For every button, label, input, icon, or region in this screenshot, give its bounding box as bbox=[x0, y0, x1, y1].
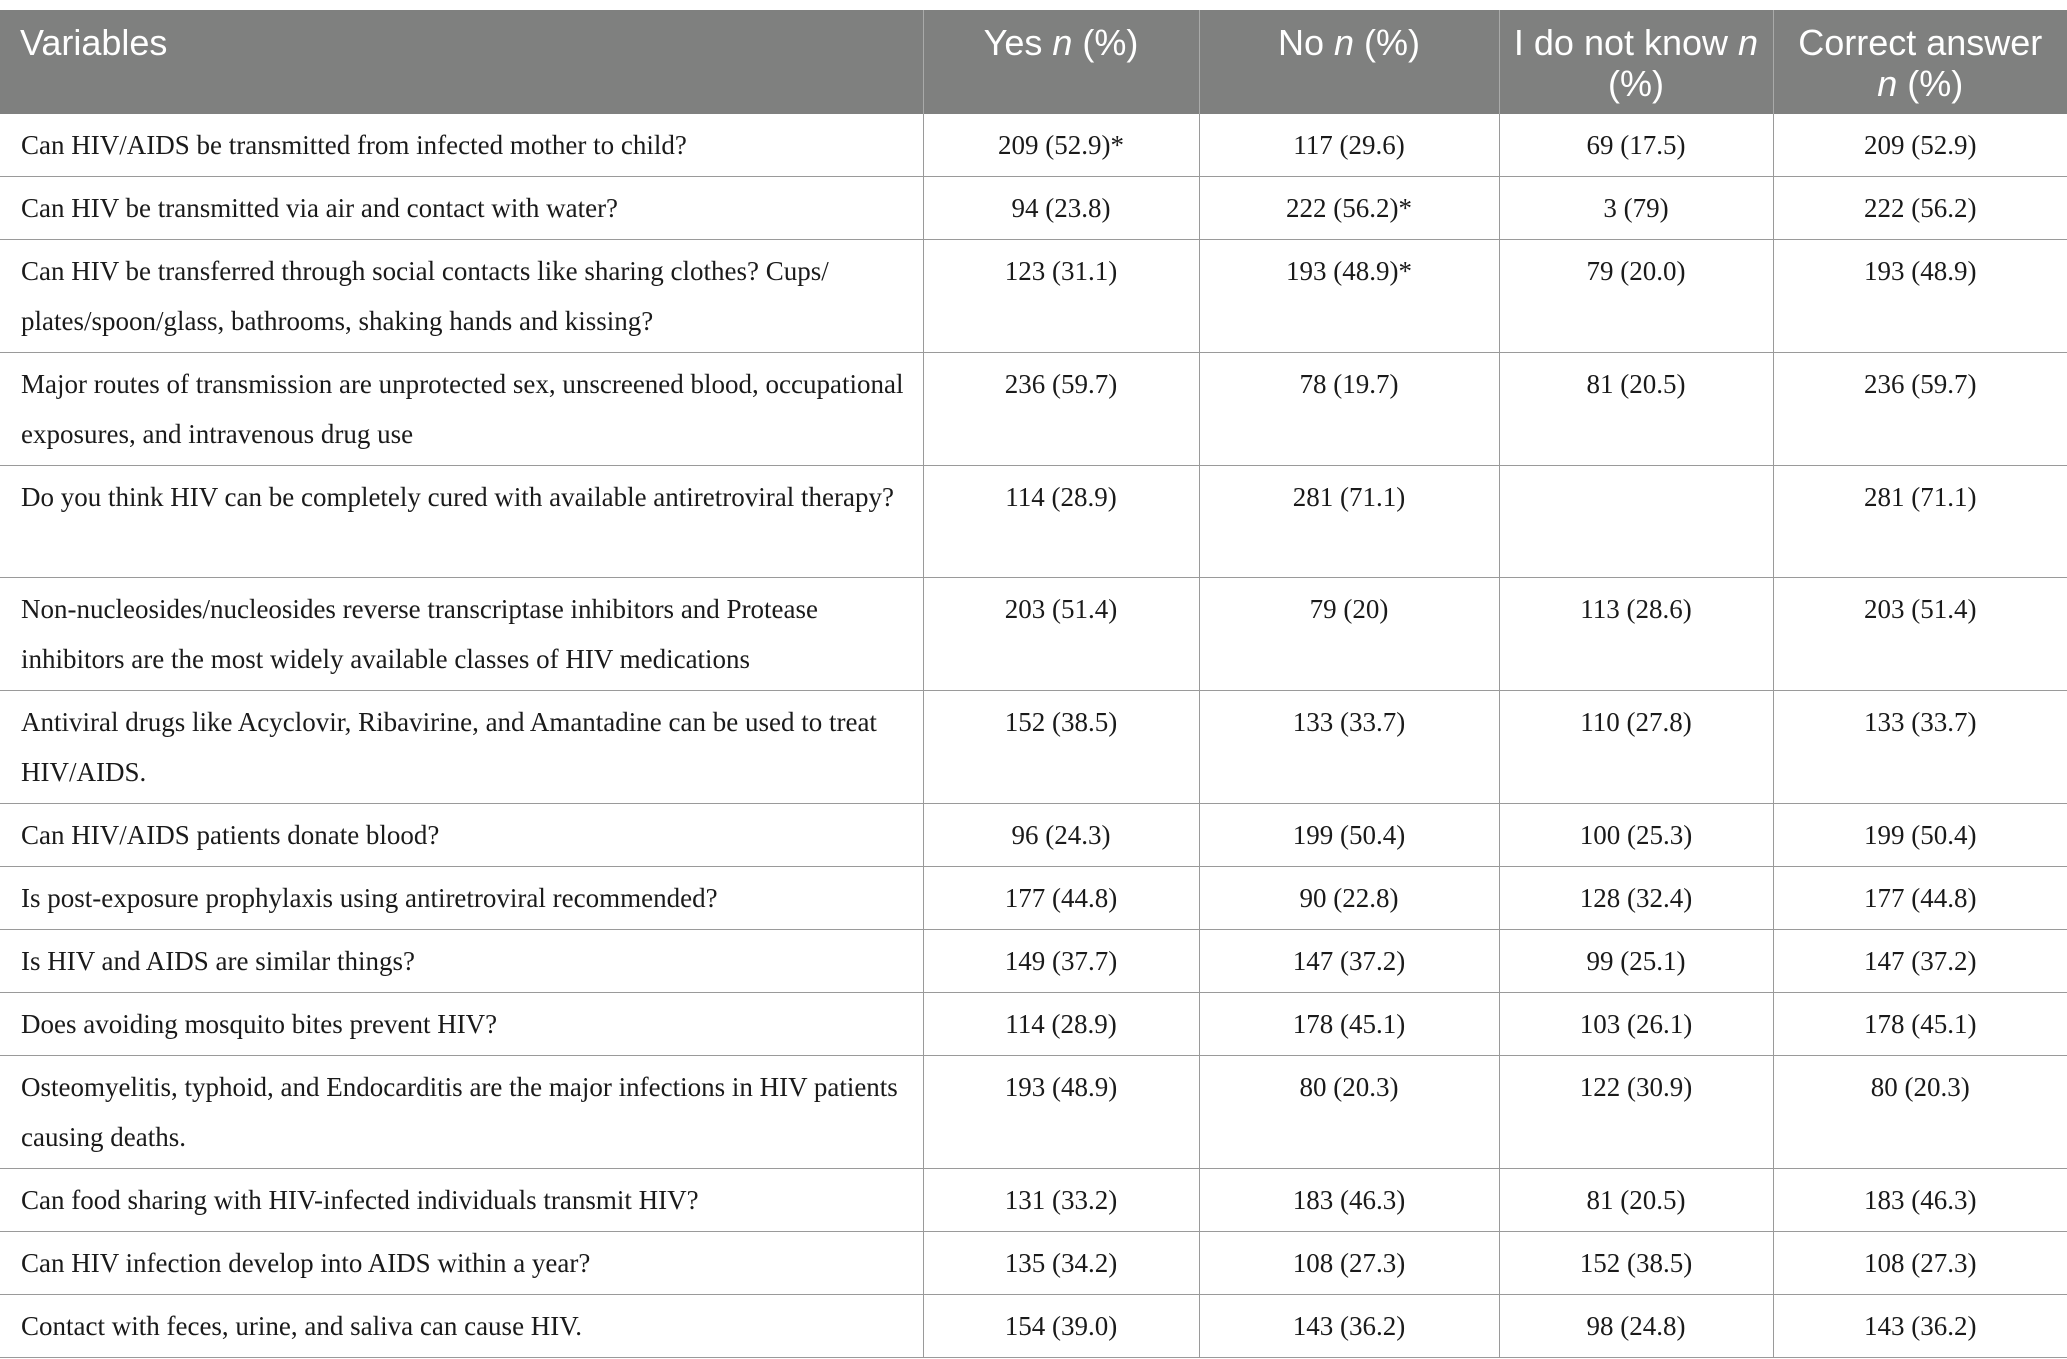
cell-no: 78 (19.7) bbox=[1199, 353, 1499, 466]
cell-yes: 123 (31.1) bbox=[923, 240, 1199, 353]
cell-variable: Contact with feces, urine, and saliva can cause HIV. bbox=[0, 1295, 923, 1358]
cell-no: 147 (37.2) bbox=[1199, 930, 1499, 993]
cell-dont-know: 152 (38.5) bbox=[1499, 1232, 1773, 1295]
cell-dont-know: 69 (17.5) bbox=[1499, 114, 1773, 177]
cell-correct: 209 (52.9) bbox=[1773, 114, 2067, 177]
cell-yes: 152 (38.5) bbox=[923, 691, 1199, 804]
cell-yes: 193 (48.9) bbox=[923, 1056, 1199, 1169]
cell-correct: 199 (50.4) bbox=[1773, 804, 2067, 867]
table-row bbox=[0, 114, 2067, 177]
cell-dont-know: 79 (20.0) bbox=[1499, 240, 1773, 353]
cell-yes: 154 (39.0) bbox=[923, 1295, 1199, 1358]
cell-no: 183 (46.3) bbox=[1199, 1169, 1499, 1232]
cell-correct: 183 (46.3) bbox=[1773, 1169, 2067, 1232]
table-row bbox=[0, 177, 2067, 240]
cell-no: 178 (45.1) bbox=[1199, 993, 1499, 1056]
cell-no: 193 (48.9)* bbox=[1199, 240, 1499, 353]
cell-yes: 94 (23.8) bbox=[923, 177, 1199, 240]
cell-yes: 236 (59.7) bbox=[923, 353, 1199, 466]
cell-variable: Can HIV be transferred through social contacts like sharing clothes? Cups/ plates/spoon/glass, bathrooms, shaking hands and kissing? bbox=[0, 240, 923, 353]
table-row bbox=[0, 930, 2067, 993]
table-row bbox=[0, 1056, 2067, 1169]
cell-dont-know: 103 (26.1) bbox=[1499, 993, 1773, 1056]
cell-yes: 177 (44.8) bbox=[923, 867, 1199, 930]
cell-correct: 203 (51.4) bbox=[1773, 578, 2067, 691]
table-row bbox=[0, 353, 2067, 466]
cell-correct: 108 (27.3) bbox=[1773, 1232, 2067, 1295]
cell-no: 199 (50.4) bbox=[1199, 804, 1499, 867]
cell-dont-know: 100 (25.3) bbox=[1499, 804, 1773, 867]
cell-correct: 178 (45.1) bbox=[1773, 993, 2067, 1056]
table-row bbox=[0, 867, 2067, 930]
table-row bbox=[0, 240, 2067, 353]
cell-dont-know: 113 (28.6) bbox=[1499, 578, 1773, 691]
cell-correct: 80 (20.3) bbox=[1773, 1056, 2067, 1169]
cell-variable: Can HIV infection develop into AIDS within a year? bbox=[0, 1232, 923, 1295]
cell-correct: 133 (33.7) bbox=[1773, 691, 2067, 804]
table-row bbox=[0, 466, 2067, 578]
cell-no: 133 (33.7) bbox=[1199, 691, 1499, 804]
cell-yes: 96 (24.3) bbox=[923, 804, 1199, 867]
cell-dont-know: 81 (20.5) bbox=[1499, 1169, 1773, 1232]
cell-correct: 177 (44.8) bbox=[1773, 867, 2067, 930]
cell-correct: 222 (56.2) bbox=[1773, 177, 2067, 240]
cell-variable: Is post-exposure prophylaxis using antiretroviral recommended? bbox=[0, 867, 923, 930]
table-row bbox=[0, 1169, 2067, 1232]
table-row bbox=[0, 1295, 2067, 1358]
table-row bbox=[0, 691, 2067, 804]
cell-dont-know: 98 (24.8) bbox=[1499, 1295, 1773, 1358]
cell-no: 117 (29.6) bbox=[1199, 114, 1499, 177]
cell-yes: 114 (28.9) bbox=[923, 993, 1199, 1056]
table-row bbox=[0, 993, 2067, 1056]
cell-correct: 281 (71.1) bbox=[1773, 466, 2067, 578]
cell-yes: 149 (37.7) bbox=[923, 930, 1199, 993]
cell-dont-know: 110 (27.8) bbox=[1499, 691, 1773, 804]
header-row bbox=[0, 10, 2067, 114]
cell-variable: Osteomyelitis, typhoid, and Endocarditis are the major infections in HIV patients causing deaths. bbox=[0, 1056, 923, 1169]
cell-correct: 236 (59.7) bbox=[1773, 353, 2067, 466]
cell-dont-know: 99 (25.1) bbox=[1499, 930, 1773, 993]
cell-variable: Do you think HIV can be completely cured with available antiretroviral therapy? bbox=[0, 466, 923, 578]
cell-no: 90 (22.8) bbox=[1199, 867, 1499, 930]
cell-no: 281 (71.1) bbox=[1199, 466, 1499, 578]
cell-dont-know bbox=[1499, 466, 1773, 578]
header-no: No n (%) bbox=[1199, 10, 1499, 114]
knowledge-table-container bbox=[0, 10, 2067, 1358]
cell-variable: Is HIV and AIDS are similar things? bbox=[0, 930, 923, 993]
cell-yes: 114 (28.9) bbox=[923, 466, 1199, 578]
cell-variable: Can HIV be transmitted via air and contact with water? bbox=[0, 177, 923, 240]
header-correct-answer: Correct answer n (%) bbox=[1773, 10, 2067, 114]
cell-dont-know: 3 (79) bbox=[1499, 177, 1773, 240]
cell-no: 79 (20) bbox=[1199, 578, 1499, 691]
cell-correct: 147 (37.2) bbox=[1773, 930, 2067, 993]
cell-yes: 135 (34.2) bbox=[923, 1232, 1199, 1295]
cell-dont-know: 81 (20.5) bbox=[1499, 353, 1773, 466]
cell-variable: Antiviral drugs like Acyclovir, Ribavirine, and Amantadine can be used to treat HIV/AIDS. bbox=[0, 691, 923, 804]
table-row bbox=[0, 804, 2067, 867]
table-header bbox=[0, 10, 2067, 114]
cell-correct: 143 (36.2) bbox=[1773, 1295, 2067, 1358]
cell-dont-know: 122 (30.9) bbox=[1499, 1056, 1773, 1169]
cell-variable: Major routes of transmission are unprotected sex, unscreened blood, occupational exposures, and intravenous drug use bbox=[0, 353, 923, 466]
cell-variable: Non-nucleosides/nucleosides reverse transcriptase inhibitors and Protease inhibitors are the most widely available classes of HIV medications bbox=[0, 578, 923, 691]
table-row bbox=[0, 578, 2067, 691]
cell-variable: Can HIV/AIDS be transmitted from infected mother to child? bbox=[0, 114, 923, 177]
header-yes: Yes n (%) bbox=[923, 10, 1199, 114]
cell-yes: 209 (52.9)* bbox=[923, 114, 1199, 177]
cell-variable: Does avoiding mosquito bites prevent HIV? bbox=[0, 993, 923, 1056]
cell-yes: 131 (33.2) bbox=[923, 1169, 1199, 1232]
cell-no: 108 (27.3) bbox=[1199, 1232, 1499, 1295]
cell-variable: Can food sharing with HIV-infected individuals transmit HIV? bbox=[0, 1169, 923, 1232]
cell-dont-know: 128 (32.4) bbox=[1499, 867, 1773, 930]
table-body bbox=[0, 114, 2067, 1358]
knowledge-table bbox=[0, 10, 2067, 1358]
cell-no: 222 (56.2)* bbox=[1199, 177, 1499, 240]
table-row bbox=[0, 1232, 2067, 1295]
cell-correct: 193 (48.9) bbox=[1773, 240, 2067, 353]
header-dont-know: I do not know n (%) bbox=[1499, 10, 1773, 114]
header-variables: Variables bbox=[20, 22, 168, 63]
cell-no: 80 (20.3) bbox=[1199, 1056, 1499, 1169]
cell-no: 143 (36.2) bbox=[1199, 1295, 1499, 1358]
cell-yes: 203 (51.4) bbox=[923, 578, 1199, 691]
cell-variable: Can HIV/AIDS patients donate blood? bbox=[0, 804, 923, 867]
